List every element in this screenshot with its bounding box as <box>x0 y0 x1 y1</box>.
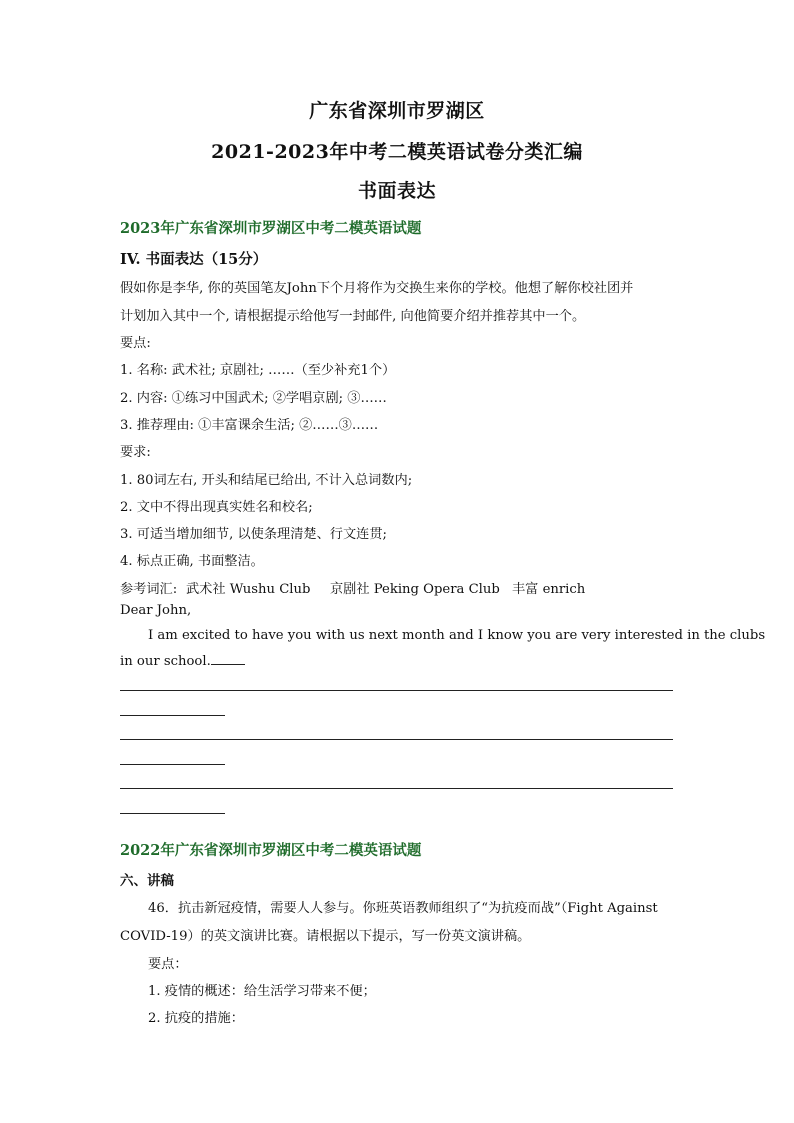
doc-title-line3: 书面表达 <box>357 180 436 202</box>
section-2022-heading: 2022年广东省深圳市罗湖区中考二模英语试题 <box>120 842 422 859</box>
points-label: 要点: <box>120 336 151 351</box>
doc-title-line2: 2021-2023年中考二模英语试卷分类汇编 <box>211 141 583 163</box>
answer-line[interactable] <box>120 764 225 765</box>
answer-blank[interactable] <box>211 653 245 665</box>
letter-salutation: Dear John, <box>120 603 192 618</box>
answer-line[interactable] <box>120 715 225 716</box>
requirement-item: 1. 80词左右, 开头和结尾已给出, 不计入总词数内; <box>120 473 413 488</box>
section-2023-part: IV. 书面表达（15分） <box>120 251 268 268</box>
vocab-item: 丰富 enrich <box>512 582 586 597</box>
point-item: 2. 抗疫的措施： <box>148 1011 244 1026</box>
requirement-item: 4. 标点正确, 书面整洁。 <box>120 554 264 569</box>
vocab-item: 武术社 Wushu Club <box>186 582 311 597</box>
answer-line[interactable] <box>120 813 225 814</box>
question-line-1: 46．抗击新冠疫情，需要人人参与。你班英语教师组织了“为抗疫而战”（Fight Against <box>148 901 658 916</box>
point-item: 3. 推荐理由: ①丰富课余生活; ②……③…… <box>120 418 379 433</box>
section-2022-part: 六、讲稿 <box>120 873 174 889</box>
requirement-item: 3. 可适当增加细节, 以使条理清楚、行文连贯; <box>120 527 387 542</box>
vocab-item: 京剧社 Peking Opera Club <box>330 582 500 597</box>
point-item: 1. 名称: 武术社; 京剧社; ……（至少补充1个） <box>120 363 396 378</box>
requirement-item: 2. 文中不得出现真实姓名和校名; <box>120 500 313 515</box>
letter-line-2-text: in our school. <box>120 654 211 669</box>
points-label: 要点： <box>148 957 188 972</box>
section-2023-heading: 2023年广东省深圳市罗湖区中考二模英语试题 <box>120 220 422 237</box>
point-item: 2. 内容: ①练习中国武术; ②学唱京剧; ③…… <box>120 391 387 406</box>
letter-line-1: I am excited to have you with us next month and I know you are very interested in the clubs <box>148 628 766 643</box>
intro-line-2: 计划加入其中一个, 请根据提示给他写一封邮件, 向他简要介绍并推荐其中一个。 <box>120 309 586 324</box>
intro-line-1: 假如你是李华, 你的英国笔友John下个月将作为交换生来你的学校。他想了解你校社团并 <box>120 281 634 296</box>
requirements-label: 要求: <box>120 445 151 460</box>
answer-line[interactable] <box>120 739 673 740</box>
letter-line-2 <box>120 653 245 669</box>
answer-line[interactable] <box>120 690 673 691</box>
point-item: 1. 疫情的概述：给生活学习带来不便； <box>148 984 376 999</box>
doc-title-line1: 广东省深圳市罗湖区 <box>309 100 485 122</box>
vocab-label: 参考词汇: <box>120 582 178 597</box>
answer-line[interactable] <box>120 788 673 789</box>
question-line-2: COVID-19）的英文演讲比赛。请根据以下提示，写一份英文演讲稿。 <box>120 929 531 944</box>
